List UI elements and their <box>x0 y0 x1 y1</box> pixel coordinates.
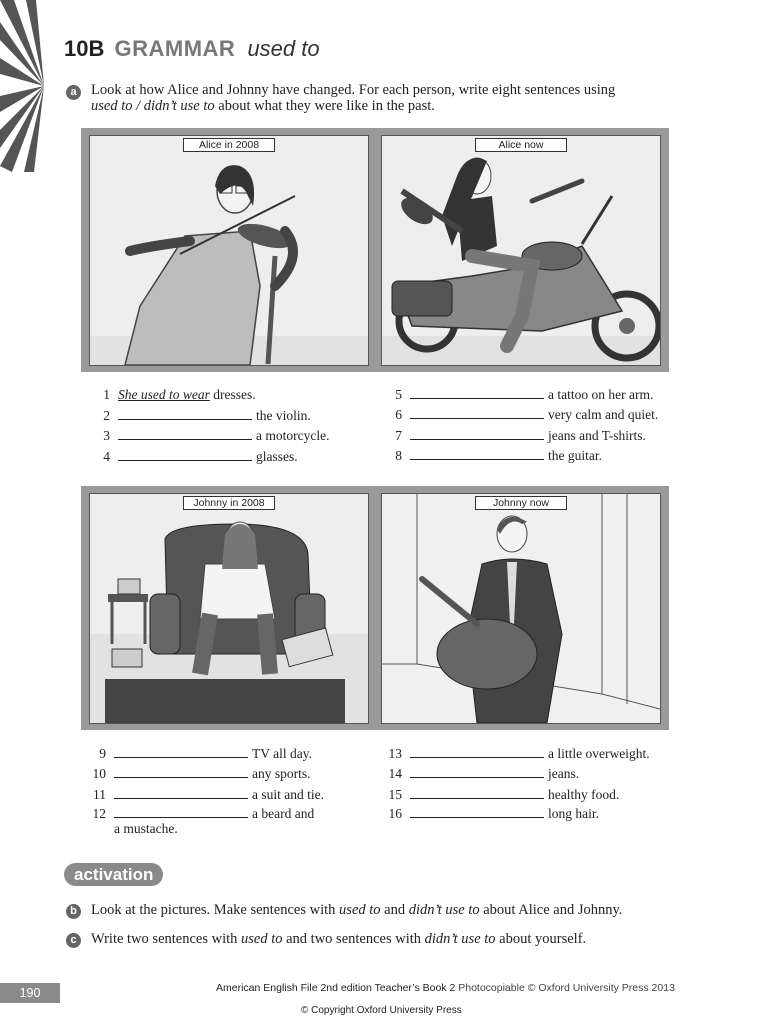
answer-blank[interactable] <box>118 407 252 420</box>
exercise-a-instruction <box>91 82 615 114</box>
exercise-line-8 <box>380 447 602 464</box>
line-number: 13 <box>388 746 402 761</box>
line-number: 4 <box>103 449 110 464</box>
line-text: jeans and T-shirts. <box>548 428 646 443</box>
line-number: 10 <box>92 766 106 781</box>
johnny-past-picture <box>89 493 369 724</box>
motorcycle-illustration <box>382 136 660 365</box>
line-text: the guitar. <box>548 448 602 463</box>
panel-label-alice-now: Alice now <box>475 138 567 152</box>
line-number: 3 <box>103 428 110 443</box>
line-number: 6 <box>395 407 402 422</box>
c-text-1: Write two sentences with <box>91 931 242 947</box>
sunburst-decoration <box>0 0 44 172</box>
line-number: 1 <box>103 387 110 402</box>
line-number: 8 <box>395 448 402 463</box>
violinist-illustration <box>90 136 368 365</box>
line-text: a tattoo on her arm. <box>548 387 654 402</box>
answer-blank[interactable] <box>114 805 248 818</box>
instruction-line-2 <box>91 98 615 114</box>
c-text-2: and two sentences with <box>282 931 425 947</box>
line-number: 15 <box>388 787 402 802</box>
c-italic-2: didn’t use to <box>424 931 496 947</box>
answer-blank[interactable] <box>410 805 544 818</box>
exercise-c-badge: c <box>66 933 81 948</box>
line-text: very calm and quiet. <box>548 407 659 422</box>
exercise-c-instruction <box>91 931 586 947</box>
answer-blank[interactable] <box>410 447 544 460</box>
alice-now-picture <box>381 135 661 366</box>
panel-label-alice-past: Alice in 2008 <box>183 138 275 152</box>
exercise-line-1 <box>88 387 256 403</box>
line-text: a little overweight. <box>548 746 650 761</box>
line-text: a suit and tie. <box>252 787 324 802</box>
alice-past-picture <box>89 135 369 366</box>
exercise-line-12 <box>84 805 314 822</box>
panel-label-johnny-past: Johnny in 2008 <box>183 496 275 510</box>
exercise-line-2 <box>88 407 311 424</box>
answer-blank[interactable] <box>410 427 544 440</box>
line-number: 14 <box>388 766 402 781</box>
answer-blank[interactable] <box>118 427 252 440</box>
line-text: a beard and <box>252 806 315 821</box>
b-italic-2: didn’t use to <box>408 902 480 918</box>
line-text: a motorcycle. <box>256 428 330 443</box>
c-text-3: about yourself. <box>495 931 587 947</box>
line-text: long hair. <box>548 806 599 821</box>
example-answer: She used to wear <box>118 387 210 402</box>
line-number: 5 <box>395 387 402 402</box>
credit-photocopiable: Photocopiable © Oxford University Press 2013 <box>458 982 675 994</box>
line-number: 12 <box>92 806 106 821</box>
exercise-line-3 <box>88 427 329 444</box>
answer-blank[interactable] <box>410 386 544 399</box>
exercise-line-13 <box>380 745 650 762</box>
johnny-now-picture <box>381 493 661 724</box>
panel-label-johnny-now: Johnny now <box>475 496 567 510</box>
section-label: GRAMMAR <box>114 36 236 61</box>
exercise-line-4 <box>88 448 298 465</box>
activation-heading: activation <box>64 863 163 886</box>
b-text-1: Look at the pictures. Make sentences with <box>91 902 340 918</box>
credit-text: American English File 2nd edition Teacher’s Book 2 <box>216 982 459 994</box>
exercise-b-badge: b <box>66 904 81 919</box>
topic-label: used to <box>247 36 320 61</box>
page-title <box>64 36 320 62</box>
copyright-notice: © Copyright Oxford University Press <box>301 1005 462 1016</box>
exercise-line-9 <box>84 745 312 762</box>
line-number: 9 <box>99 746 106 761</box>
c-italic-1: used to <box>241 931 283 947</box>
line-number: 2 <box>103 408 110 423</box>
exercise-line-5 <box>380 386 653 403</box>
answer-blank[interactable] <box>114 786 248 799</box>
unit-number: 10B <box>64 36 105 61</box>
line-text: any sports. <box>252 766 311 781</box>
exercise-line-12-continued: a mustache. <box>114 821 178 836</box>
answer-blank[interactable] <box>410 786 544 799</box>
line-text: glasses. <box>256 449 298 464</box>
line-text: dresses. <box>209 387 256 402</box>
instruction-rest: about what they were like in the past. <box>214 98 435 114</box>
line-text: jeans. <box>548 766 580 781</box>
exercise-line-15 <box>380 786 619 803</box>
line-text: healthy food. <box>548 787 620 802</box>
line-text: TV all day. <box>252 746 312 761</box>
exercise-line-14 <box>380 765 579 782</box>
exercise-line-11 <box>84 786 324 803</box>
line-number: 7 <box>395 428 402 443</box>
page-number: 190 <box>0 983 60 1003</box>
exercise-a-badge: a <box>66 85 81 100</box>
instruction-line-1: Look at how Alice and Johnny have changed. For each person, write eight sentences using <box>91 82 616 98</box>
businessman-illustration <box>382 494 660 723</box>
answer-blank[interactable] <box>410 406 544 419</box>
line-number: 16 <box>388 806 402 821</box>
answer-blank[interactable] <box>410 765 544 778</box>
footer-credit <box>216 982 675 994</box>
instruction-italic: used to / didn’t use to <box>91 98 215 114</box>
answer-blank[interactable] <box>114 745 248 758</box>
b-text-2: and <box>380 902 409 918</box>
line-number: 11 <box>93 787 106 802</box>
exercise-line-7 <box>380 427 646 444</box>
exercise-line-16 <box>380 805 599 822</box>
b-text-3: about Alice and Johnny. <box>479 902 623 918</box>
answer-blank[interactable] <box>410 745 544 758</box>
exercise-line-6 <box>380 406 658 423</box>
exercise-line-10 <box>84 765 311 782</box>
answer-blank[interactable] <box>114 765 248 778</box>
b-italic-1: used to <box>339 902 381 918</box>
answer-blank[interactable] <box>118 448 252 461</box>
exercise-b-instruction <box>91 902 622 918</box>
couch-potato-illustration <box>90 494 368 723</box>
line-text: the violin. <box>256 408 311 423</box>
